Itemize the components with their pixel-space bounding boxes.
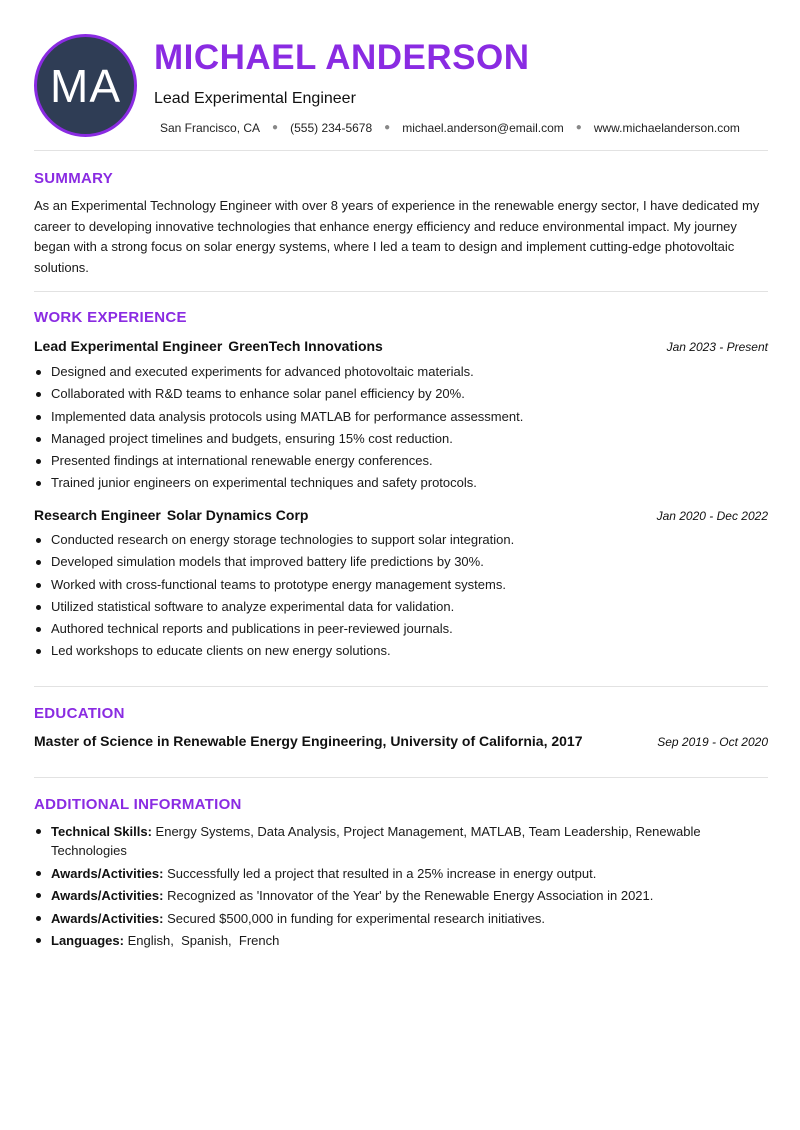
job-bullets — [51, 529, 768, 663]
job-position: Lead Experimental Engineer — [34, 338, 223, 354]
job-header — [34, 338, 768, 354]
work-experience-heading: WORK EXPERIENCE — [34, 309, 187, 326]
avatar — [34, 34, 137, 137]
list-item — [51, 886, 731, 905]
info-label: Awards/Activities: — [51, 865, 164, 881]
candidate-role: Lead Experimental Engineer — [154, 90, 356, 107]
contact-phone: (555) 234-5678 — [290, 121, 373, 135]
job-dates: Jan 2023 - Present — [666, 340, 768, 354]
info-text: Recognized as 'Innovator of the Year' by the Renewable Energy Association in 2021. — [167, 888, 654, 903]
job-header — [34, 507, 768, 523]
info-label: Languages: — [51, 933, 124, 948]
list-item: Implemented data analysis protocols using MATLAB for performance assessment. — [51, 406, 768, 428]
bullet-separator-icon: ● — [272, 122, 279, 133]
info-text: Secured $500,000 in funding for experimental research initiatives. — [167, 910, 546, 926]
education-dates: Sep 2019 - Oct 2020 — [657, 735, 768, 749]
list-item: Worked with cross-functional teams to prototype energy management systems. — [51, 574, 768, 596]
job-dates: Jan 2020 - Dec 2022 — [656, 509, 768, 523]
list-item: Collaborated with R&D teams to enhance solar panel efficiency by 20%. — [51, 383, 768, 405]
job-title-line — [34, 507, 308, 523]
divider — [34, 150, 768, 151]
list-item: Trained junior engineers on experimental techniques and safety protocols. — [51, 472, 768, 494]
divider — [34, 686, 768, 687]
list-item — [51, 931, 731, 950]
list-item — [51, 822, 731, 860]
contact-website[interactable]: www.michaelanderson.com — [593, 121, 740, 135]
education-degree: Master of Science in Renewable Energy Engineering, University of California, 2017 — [34, 733, 583, 749]
list-item — [51, 909, 731, 928]
list-item: Managed project timelines and budgets, ensuring 15% cost reduction. — [51, 428, 768, 450]
list-item: Authored technical reports and publications in peer-reviewed journals. — [51, 618, 768, 640]
info-text: Successfully led a project that resulted in a 25% increase in energy output. — [167, 865, 597, 881]
info-label: Awards/Activities: — [51, 910, 164, 926]
contact-bar — [160, 120, 740, 136]
job-title-line — [34, 338, 383, 354]
list-item: Conducted research on energy storage technologies to support solar integration. — [51, 529, 768, 551]
avatar-initials: MA — [50, 59, 121, 112]
job-bullets — [51, 361, 768, 495]
summary-text: As an Experimental Technology Engineer with over 8 years of experience in the renewable energy sector, I have dedicated my career to developing innovative technologies that enhance energy efficiency and reduce environmental impact. My journey began with a strong focus on solar energy systems, where I led a team to design and implement cutting-edge photovoltaic solutions. — [34, 198, 760, 275]
candidate-name: MICHAEL ANDERSON — [154, 38, 530, 77]
additional-info-list — [51, 822, 731, 954]
divider — [34, 777, 768, 778]
contact-location: San Francisco, CA — [160, 121, 261, 135]
additional-info-heading: ADDITIONAL INFORMATION — [34, 796, 242, 813]
job-company: GreenTech Innovations — [228, 338, 383, 354]
bullet-separator-icon: ● — [575, 122, 582, 133]
divider — [34, 291, 768, 292]
list-item: Designed and executed experiments for advanced photovoltaic materials. — [51, 361, 768, 383]
education-entry — [34, 733, 768, 749]
resume-header — [34, 34, 768, 139]
list-item — [51, 864, 731, 883]
contact-email[interactable]: michael.anderson@email.com — [402, 121, 564, 135]
education-heading: EDUCATION — [34, 705, 125, 722]
list-item: Presented findings at international renewable energy conferences. — [51, 450, 768, 472]
bullet-separator-icon: ● — [384, 122, 391, 133]
info-text: Energy Systems, Data Analysis, Project Management, MATLAB, Team Leadership, Renewable Technologies — [51, 824, 701, 858]
info-label: Awards/Activities: — [51, 888, 164, 903]
job-position: Research Engineer — [34, 507, 161, 523]
list-item: Led workshops to educate clients on new energy solutions. — [51, 640, 768, 662]
info-label: Technical Skills: — [51, 824, 152, 839]
info-text: English, Spanish, French — [127, 933, 280, 948]
list-item: Utilized statistical software to analyze experimental data for validation. — [51, 596, 768, 618]
summary-heading: SUMMARY — [34, 170, 114, 187]
job-company: Solar Dynamics Corp — [166, 507, 309, 523]
list-item: Developed simulation models that improved battery life predictions by 30%. — [51, 551, 768, 573]
